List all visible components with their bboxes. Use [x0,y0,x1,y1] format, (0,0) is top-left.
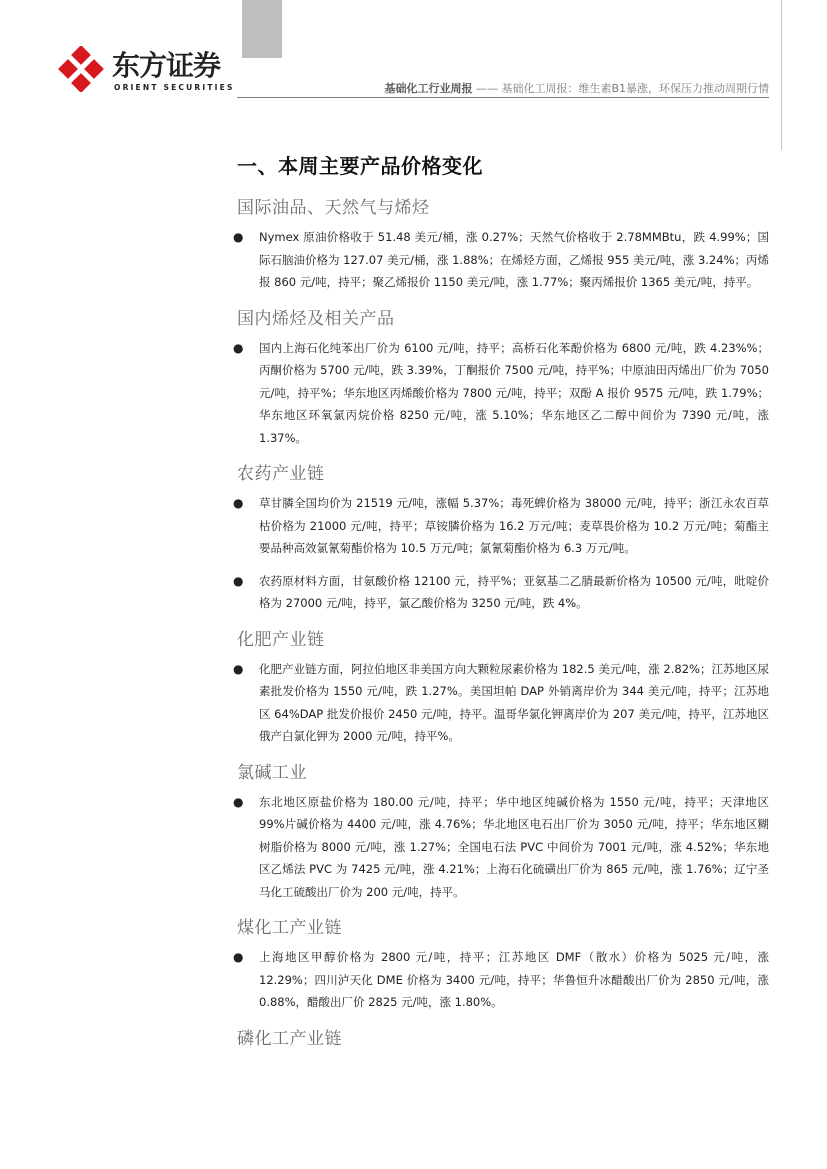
bullet-dot-icon: ● [233,340,244,355]
logo-name-cn: 东方证券 [112,49,221,82]
bullet-text: 东北地区原盐价格为 180.00 元/吨，持平；华中地区纯碱价格为 1550 元/吨，持平；天津地区 99%片碱价格为 4400 元/吨，涨 4.76%；华北地区电石出厂价为 3050 元/吨，持平；华东地区糊树脂价格为 8000 元/吨，涨 1.27%；全国电石法 PVC 中间价为 7001 元/吨，涨 4.52%；华东地区乙烯法 PVC 为 7425 元/吨，涨 4.21%；上海石化硫磺出厂价为 865 元/吨，涨 1.76%；辽宁圣马化工硫酸出厂价为 200 元/吨，持平。 [259,794,769,899]
logo-mark-icon [58,46,108,92]
bullet-text: 草甘膦全国均价为 21519 元/吨，涨幅 5.37%；毒死蜱价格为 38000 元/吨，持平；浙江永农百草枯价格为 21000 元/吨，持平；草铵膦价格为 16.2 万元/吨；麦草畏价格为 10.2 万元/吨；菊酯主要品种高效氯氰菊酯价格为 10.5 万元/吨；氯氰菊酯价格为 6.3 万元/吨。 [259,496,769,555]
section-heading: 磷化工产业链 [237,1028,342,1049]
bullet-text: 国内上海石化纯苯出厂价为 6100 元/吨，持平；高桥石化苯酚价格为 6800 元/吨，跌 4.23%%；丙酮价格为 5700 元/吨，跌 3.39%，丁酮报价 7500 元/吨，持平%；中原油田丙烯出厂价为 7050 元/吨，持平%；华东地区丙烯酸价格为 7800 元/吨，持平；双酚 A 报价 9575 元/吨，跌 1.79%；华东地区环氧氯丙烷价格 8250 元/吨，涨 5.10%；华东地区乙二醇中间价为 7390 元/吨，涨 1.37%。 [259,340,769,445]
bullet-item [233,791,769,904]
logo-name-en: ORIENT SECURITIES [114,83,235,92]
price-section [233,758,769,904]
section-heading: 国际油品、天然气与烯烃 [237,198,430,218]
section-heading: 煤化工产业链 [237,918,342,938]
bullet-dot-icon: ● [233,794,244,809]
section-heading: 国内烯烃及相关产品 [237,308,395,329]
bullet-item [233,946,769,1014]
bullet-dot-icon: ● [233,230,244,244]
main-heading: 一、本周主要产品价格变化 [237,154,483,178]
orient-securities-logo [58,46,235,96]
bullet-item [233,658,769,748]
bullet-item [233,226,769,294]
section-heading: 农药产业链 [237,464,325,484]
bullet-item [233,570,769,615]
report-content [233,150,769,1057]
section-list [233,193,769,1049]
bullet-item [233,492,769,560]
price-section [233,304,769,450]
report-type: 基础化工行业周报 [384,82,473,95]
bullet-dot-icon: ● [233,496,244,510]
price-section [233,459,769,615]
report-subtitle: —— 基础化工周报：维生素B1暴涨，环保压力推动周期行情 [475,82,769,95]
report-header-title [384,80,769,96]
bullet-text: 农药原材料方面，甘氨酸价格 12100 元，持平%；亚氨基二乙腈最新价格为 10500 元/吨，吡啶价格为 27000 元/吨，持平，氯乙酸价格为 3250 元/吨，跌 4%。 [259,573,769,610]
bullet-dot-icon: ● [233,573,244,588]
bullet-text: 上海地区甲醇价格为 2800 元/吨，持平；江苏地区 DMF（散水）价格为 5025 元/吨，涨 12.29%；四川泸天化 DME 价格为 3400 元/吨，持平；华鲁恒升冰醋酸出厂价为 2850 元/吨，涨 0.88%，醋酸出厂价 2825 元/吨，涨 1.80%。 [259,950,769,1009]
price-section [233,625,769,748]
header-divider [237,97,769,98]
section-heading: 氯碱工业 [237,762,307,783]
header-gray-tab [242,0,282,58]
header-vertical-rule [781,0,782,150]
bullet-dot-icon: ● [233,950,244,964]
section-heading: 化肥产业链 [237,629,325,650]
price-section [233,193,769,294]
bullet-dot-icon: ● [233,661,244,676]
bullet-text: Nymex 原油价格收于 51.48 美元/桶，涨 0.27%；天然气价格收于 2.78MMBtu，跌 4.99%；国际石脑油价格为 127.07 美元/桶，涨 1.88%；在烯烃方面，乙烯报 955 美元/吨，涨 3.24%；丙烯报 860 元/吨，持平；聚乙烯报价 1150 美元/吨，涨 1.77%；聚丙烯报价 1365 美元/吨，持平。 [259,230,769,289]
bullet-text: 化肥产业链方面，阿拉伯地区非美国方向大颗粒尿素价格为 182.5 美元/吨，涨 2.82%；江苏地区尿素批发价格为 1550 元/吨，跌 1.27%。美国坦帕 DAP 外销离岸价为 344 美元/吨，持平；江苏地区 64%DAP 批发价报价 2450 元/吨，持平。温哥华氯化钾离岸价为 207 美元/吨，持平，江苏地区俄产白氯化钾为 2000 元/吨，持平%。 [259,661,769,743]
bullet-item [233,337,769,450]
price-section [233,913,769,1014]
price-section [237,1024,769,1049]
